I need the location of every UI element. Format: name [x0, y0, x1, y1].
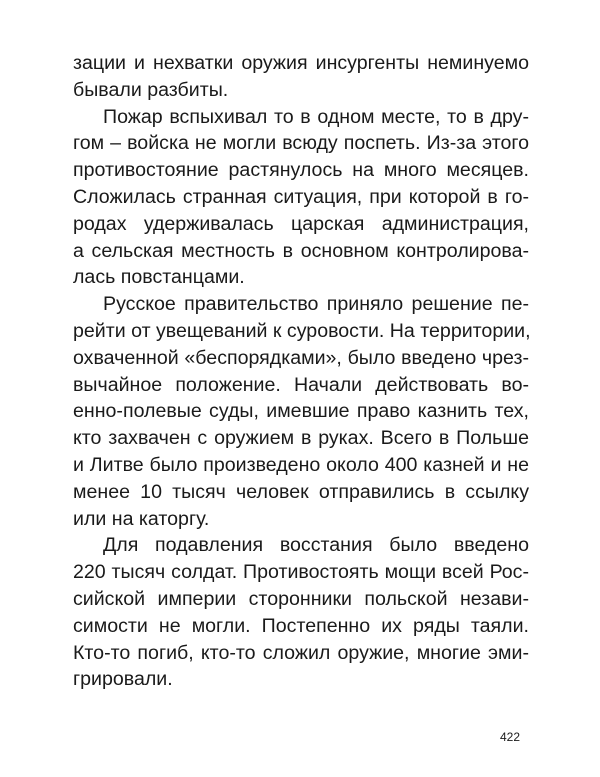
page-number: 422	[500, 730, 521, 744]
text-line: гом – войска не могли всюду поспеть. Из-за этого	[73, 132, 529, 155]
text-line: родах удерживалась царская администрация,	[73, 212, 529, 235]
paragraph-1	[73, 50, 529, 104]
text-line: менее 10 тысяч человек отправились в ссылку	[73, 480, 529, 503]
text-line: 220 тысяч солдат. Противостоять мощи всей Рос-	[73, 561, 529, 584]
paragraph-2	[73, 104, 529, 292]
text-line: а сельская местность в основном контролирова-	[73, 239, 529, 262]
text-line: симости не могли. Постепенно их ряды таяли.	[73, 614, 529, 637]
body-text	[73, 50, 529, 693]
text-line: или на каторгу.	[73, 507, 210, 530]
text-line: и Литве было произведено около 400 казней и не	[73, 453, 529, 476]
text-line: Русское правительство приняло решение пе-	[103, 293, 529, 316]
text-line: Кто-то погиб, кто-то сложил оружие, многие эми-	[73, 641, 529, 664]
text-line: кто захвачен с оружием в руках. Всего в Польше	[73, 427, 529, 450]
text-line: лась повстанцами.	[73, 266, 245, 289]
text-line: енно-полевые суды, имевшие право казнить тех,	[73, 400, 529, 423]
text-line: сийской империи сторонники польской незави-	[73, 587, 529, 610]
text-line: Сложилась странная ситуация, при которой в го-	[73, 185, 529, 208]
text-line: рейти от увещеваний к суровости. На территории,	[73, 319, 531, 342]
text-line: противостояние растянулось на много месяцев.	[73, 159, 529, 182]
text-line: Пожар вспыхивал то в одном месте, то в дру-	[103, 105, 529, 128]
text-line: вычайное положение. Начали действовать во-	[73, 373, 529, 396]
text-line: бывали разбиты.	[73, 78, 229, 101]
paragraph-3	[73, 291, 529, 532]
paragraph-4	[73, 532, 529, 693]
text-line: Для подавления восстания было введено	[103, 534, 529, 557]
text-line: зации и нехватки оружия инсургенты неминуемо	[73, 52, 529, 74]
text-line: грировали.	[73, 668, 173, 691]
text-line: охваченной «беспорядками», было введено чрез-	[73, 346, 529, 369]
